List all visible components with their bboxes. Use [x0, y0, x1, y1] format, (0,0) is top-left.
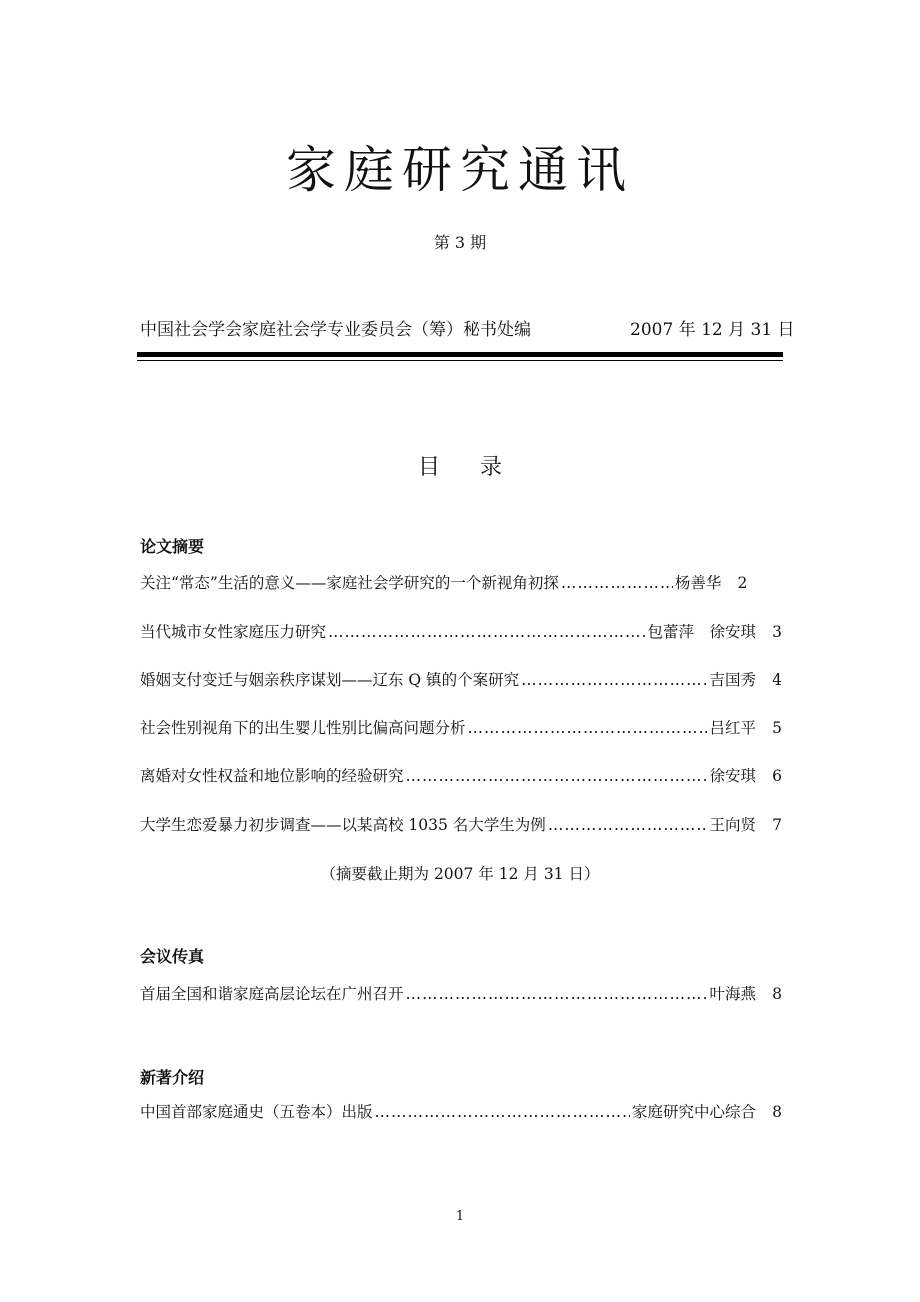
leader-dots: [521, 669, 707, 691]
entry-author: 包蕾萍 徐安琪: [647, 623, 756, 641]
entry-author: 吉国秀: [709, 671, 756, 689]
toc-entry[interactable]: [140, 572, 782, 594]
header-rule-thin: [137, 360, 783, 361]
entry-author: 叶海燕: [709, 985, 756, 1003]
entry-page: 4: [772, 671, 782, 689]
entry-title: 婚姻支付变迁与姻亲秩序谋划——辽东 Q 镇的个案研究: [140, 671, 520, 689]
editor-line: 中国社会学会家庭社会学专业委员会（筹）秘书处编: [140, 320, 531, 340]
toc-entry[interactable]: [140, 717, 782, 739]
leader-dots: [548, 814, 708, 836]
entry-title: 社会性别视角下的出生婴儿性别比偏高问题分析: [140, 719, 466, 737]
entry-title: 当代城市女性家庭压力研究: [140, 623, 327, 641]
entry-page: 8: [772, 985, 782, 1003]
toc-entry[interactable]: [140, 1101, 782, 1123]
entry-page: 8: [772, 1103, 782, 1121]
toc-entry[interactable]: [140, 669, 782, 691]
header-rule-thick: [137, 352, 783, 357]
entry-title: 离婚对女性权益和地位影响的经验研究: [140, 767, 404, 785]
entry-author: 徐安琪: [709, 767, 756, 785]
section-heading-abstracts: 论文摘要: [140, 537, 205, 556]
entry-title: 首届全国和谐家庭高层论坛在广州召开: [140, 985, 404, 1003]
entry-page: 6: [772, 767, 782, 785]
entry-title: 大学生恋爱暴力初步调查——以某高校 1035 名大学生为例: [140, 816, 546, 834]
leader-dots: [468, 717, 708, 739]
entry-author: 家庭研究中心综合: [631, 1103, 756, 1121]
section-heading-conference: 会议传真: [140, 947, 205, 966]
issue-number: 第 3 期: [433, 233, 487, 252]
leader-dots: [328, 621, 645, 643]
leader-dots: [406, 983, 708, 1005]
entry-author: 吕红平: [709, 719, 756, 737]
toc-entry[interactable]: [140, 983, 782, 1005]
page-number: 1: [455, 1209, 465, 1224]
section-heading-new-books: 新著介绍: [140, 1068, 205, 1087]
entry-page: 3: [772, 623, 782, 641]
toc-entry[interactable]: [140, 621, 782, 643]
entry-page: 2: [737, 574, 748, 592]
entry-title: 中国首部家庭通史（五卷本）出版: [140, 1103, 373, 1121]
entry-author: 王向贤: [709, 816, 756, 834]
toc-heading: 目录: [417, 455, 542, 480]
leader-dots: [406, 765, 708, 787]
publication-date: 2007 年 12 月 31 日: [630, 320, 795, 340]
newsletter-title: 家庭研究通讯: [286, 141, 634, 199]
abstract-deadline-note: （摘要截止期为 2007 年 12 月 31 日）: [320, 865, 600, 883]
toc-entry[interactable]: [140, 814, 782, 836]
leader-dots: [375, 1101, 630, 1123]
entry-author: 杨善华: [674, 574, 722, 592]
entry-page: 7: [772, 816, 782, 834]
leader-dots: [561, 572, 673, 594]
entry-page: 5: [772, 719, 782, 737]
entry-title: 关注“常态”生活的意义——家庭社会学研究的一个新视角初探: [140, 574, 559, 592]
toc-entry[interactable]: [140, 765, 782, 787]
